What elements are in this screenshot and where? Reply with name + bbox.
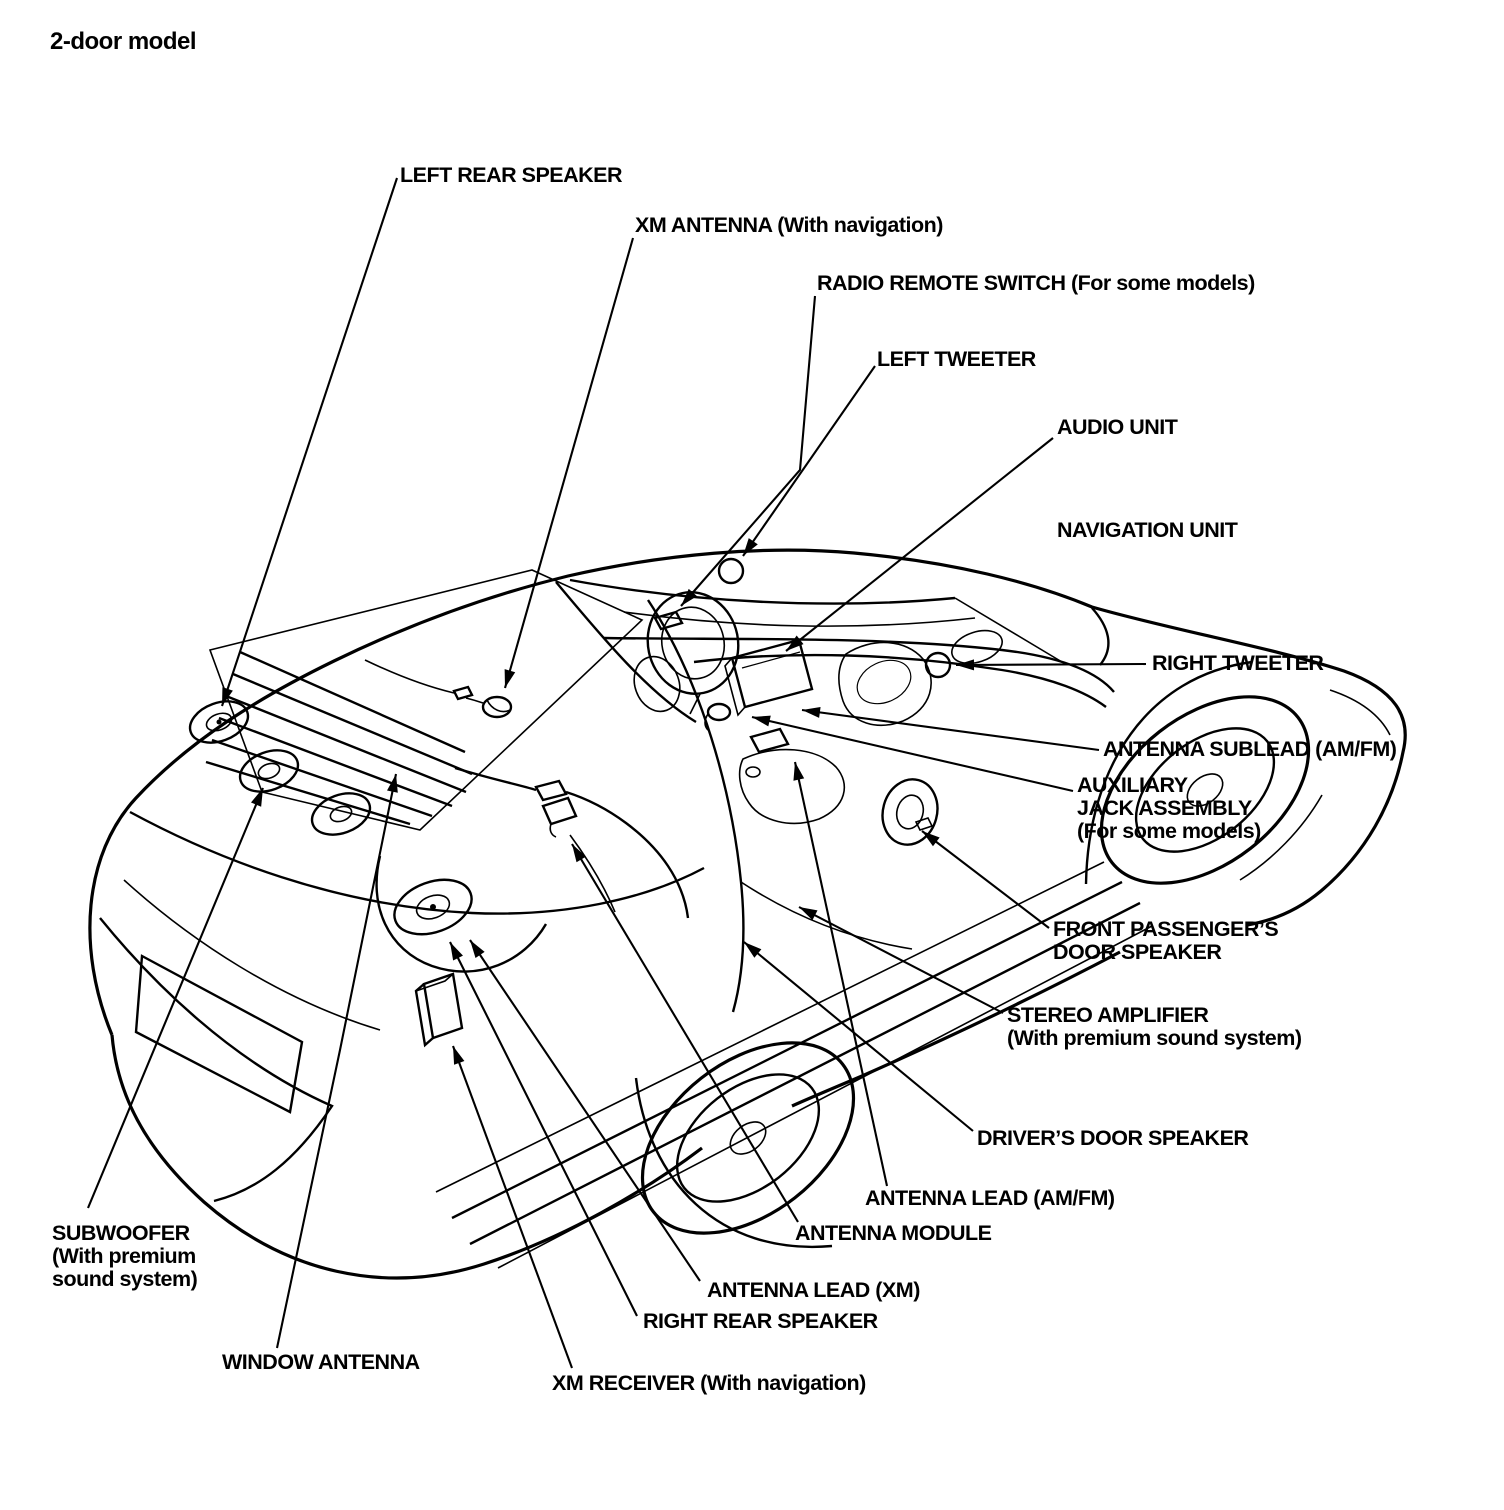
label-auxiliary-jack-assembly — [1077, 774, 1261, 843]
label-navigation-unit — [1057, 519, 1237, 542]
label-subwoofer-line: sound system) — [52, 1267, 198, 1291]
label-xm-receiver — [552, 1372, 866, 1395]
label-xm-antenna — [635, 214, 943, 237]
leader-xm-antenna — [505, 238, 633, 688]
steering-wheel — [627, 584, 748, 718]
page-title: 2-door model — [50, 28, 197, 55]
label-front-passenger-door-speaker — [1053, 918, 1278, 964]
arrowhead-antenna-lead-amfm — [793, 762, 804, 781]
label-antenna-module-line: ANTENNA MODULE — [795, 1221, 992, 1245]
leader-right-tweeter — [956, 664, 1146, 665]
arrowhead-antenna-sublead-amfm — [802, 707, 821, 718]
leader-drivers-door-speaker — [744, 942, 973, 1131]
label-auxiliary-jack-assembly-line: AUXILIARY — [1077, 773, 1188, 797]
label-right-tweeter-line: RIGHT TWEETER — [1152, 651, 1324, 675]
leader-antenna-sublead-amfm — [802, 710, 1099, 750]
label-navigation-unit-line: NAVIGATION UNIT — [1057, 518, 1238, 542]
label-xm-antenna-line: XM ANTENNA (With navigation) — [635, 213, 943, 237]
arrowhead-xm-receiver — [453, 1046, 464, 1065]
xm-antenna-part — [365, 660, 511, 717]
leader-left-tweeter — [743, 366, 875, 556]
label-subwoofer — [52, 1222, 197, 1291]
label-antenna-sublead-amfm-line: ANTENNA SUBLEAD (AM/FM) — [1103, 737, 1397, 761]
leader-xm-receiver — [453, 1046, 572, 1368]
label-left-tweeter-line: LEFT TWEETER — [877, 347, 1036, 371]
dash-components — [705, 559, 950, 777]
label-audio-unit-line: AUDIO UNIT — [1057, 415, 1178, 439]
label-drivers-door-speaker-line: DRIVER’S DOOR SPEAKER — [977, 1126, 1249, 1150]
xm-receiver-part — [416, 974, 462, 1045]
arrowhead-right-rear-speaker — [450, 942, 463, 961]
label-drivers-door-speaker — [977, 1127, 1248, 1150]
arrowhead-left-tweeter — [743, 538, 758, 556]
arrowhead-left-rear-speaker — [222, 687, 233, 706]
label-left-tweeter — [877, 348, 1036, 371]
label-antenna-module — [795, 1222, 991, 1245]
label-audio-unit — [1057, 416, 1177, 439]
radio-remote-switch-buttons — [655, 612, 682, 629]
right-tweeter-part — [926, 653, 950, 677]
left-tweeter-part — [719, 559, 743, 583]
label-radio-remote-switch-line: RADIO REMOTE SWITCH (For some models) — [817, 271, 1255, 295]
window-antenna-grid-lines — [206, 652, 472, 824]
label-left-rear-speaker-line: LEFT REAR SPEAKER — [400, 163, 623, 187]
label-right-tweeter — [1152, 652, 1323, 675]
window-antenna-connector — [536, 781, 566, 800]
label-right-rear-speaker-line: RIGHT REAR SPEAKER — [643, 1309, 878, 1333]
label-stereo-amplifier-line: STEREO AMPLIFIER — [1007, 1003, 1209, 1027]
leader-window-antenna — [277, 774, 396, 1348]
leader-front-passenger-door-speaker — [922, 831, 1049, 928]
leader-left-rear-speaker — [222, 178, 397, 706]
arrowhead-window-antenna — [387, 774, 398, 793]
label-antenna-lead-amfm — [865, 1187, 1115, 1210]
leader-radio-remote-switch — [681, 296, 815, 606]
label-antenna-lead-xm-line: ANTENNA LEAD (XM) — [707, 1278, 920, 1302]
label-auxiliary-jack-assembly-line: JACK ASSEMBLY — [1077, 796, 1252, 820]
leader-subwoofer — [88, 788, 263, 1208]
label-stereo-amplifier — [1007, 1004, 1302, 1050]
label-front-passenger-door-speaker-line: FRONT PASSENGER’S — [1053, 917, 1279, 941]
label-window-antenna — [222, 1351, 420, 1374]
label-stereo-amplifier-line: (With premium sound system) — [1007, 1026, 1302, 1050]
label-antenna-lead-xm — [707, 1279, 920, 1302]
label-subwoofer-line: (With premium — [52, 1244, 196, 1268]
rear-window — [206, 570, 688, 918]
console-connector — [746, 729, 788, 777]
label-antenna-lead-amfm-line: ANTENNA LEAD (AM/FM) — [865, 1186, 1115, 1210]
label-xm-receiver-line: XM RECEIVER (With navigation) — [552, 1371, 866, 1395]
label-antenna-sublead-amfm — [1103, 738, 1396, 761]
arrowhead-antenna-lead-xm — [470, 940, 485, 958]
arrowhead-auxiliary-jack-assembly — [752, 716, 771, 727]
label-subwoofer-line: SUBWOOFER — [52, 1221, 190, 1245]
label-front-passenger-door-speaker-line: DOOR SPEAKER — [1053, 940, 1222, 964]
label-radio-remote-switch — [817, 272, 1255, 295]
leader-right-rear-speaker — [450, 942, 637, 1316]
leader-antenna-lead-amfm — [795, 762, 887, 1186]
leader-audio-unit — [786, 438, 1053, 651]
label-window-antenna-line: WINDOW ANTENNA — [222, 1350, 420, 1374]
label-right-rear-speaker — [643, 1310, 878, 1333]
deck-speaker-extra — [306, 786, 375, 842]
arrowhead-xm-antenna — [505, 669, 516, 688]
label-auxiliary-jack-assembly-line: (For some models) — [1077, 819, 1261, 843]
label-left-rear-speaker — [400, 164, 622, 187]
